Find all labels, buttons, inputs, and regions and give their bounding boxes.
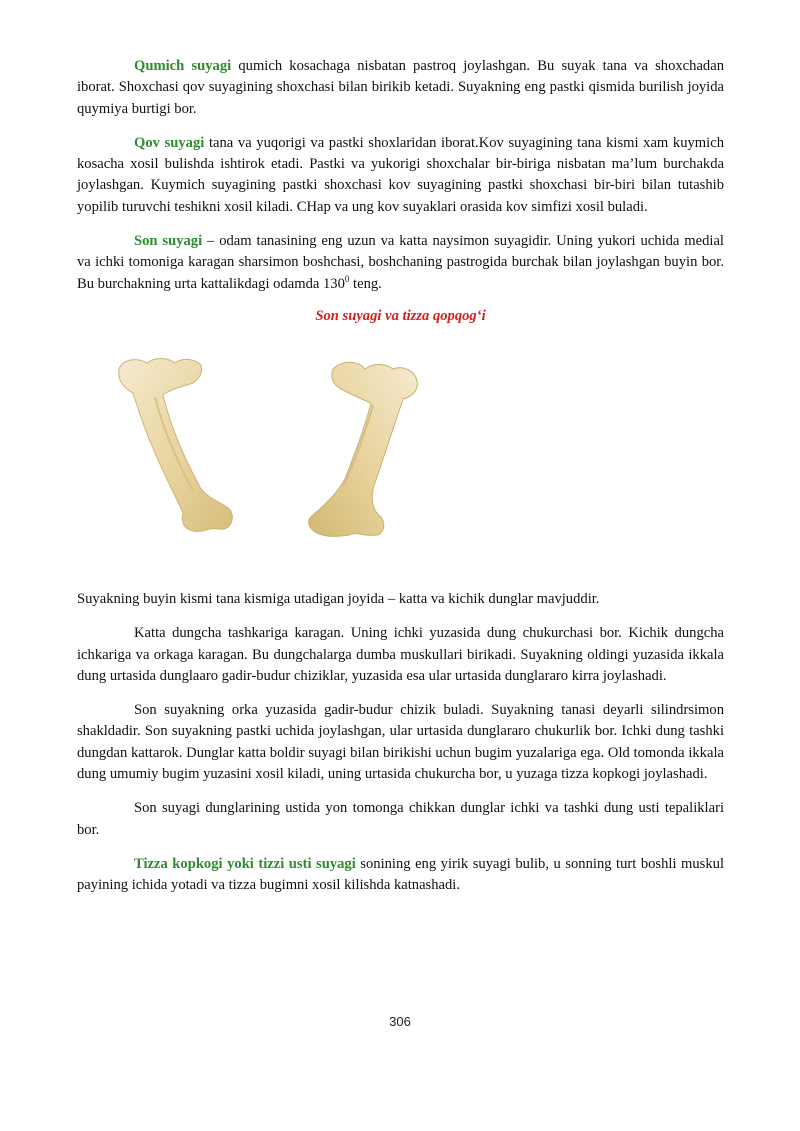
paragraph-katta-dungcha: Katta dungcha tashkariga karagan. Uning ichki yuzasida dung chukurchasi bor. Kichik dungcha ichkariga va orkaga karagan. Bu dungchalarga dumba muskullari birikadi. Suyakning oldingi yuzasida ikkala dung urtasida dunglaaro gadir-budur chiziklar, yuzasida esa ular urtasida dunglararo kirra joylashadi. (77, 625, 724, 684)
paragraph-tizza-kopkogi (77, 854, 724, 897)
term-tizza-kopkogi: Tizza kopkogi yoki tizzi usti suyagi (134, 855, 356, 872)
paragraph-buyin: Suyakning buyin kismi tana kismiga utadigan joyida – katta va kichik dunglar mavjuddir. (77, 590, 600, 607)
page-content (77, 56, 724, 897)
paragraph-text: tana va yuqorigi va pastki shoxlaridan iborat.Kov suyagining tana kismi xam kuymich kosacha xosil bulishda ishtirok etadi. Pastki va yukorigi shoxchalar bir-biriga nisbatan ma’lum burchakda joylashgan. Kuymich suyagining pastki shoxchasi kov suyagining pastki shoxchasi bir-biri bilan tutashib yopilib turuvchi teshikni xosil kiladi. CHap va ung kov suyaklari orasida kov simfizi xosil buladi. (77, 134, 724, 215)
term-qumich-suyagi: Qumich suyagi (134, 58, 232, 74)
paragraph-text: teng. (349, 275, 382, 292)
page-number: 306 (389, 1014, 411, 1029)
term-qov-suyagi: Qov suyagi (134, 134, 205, 151)
paragraph-text: qumich kosachaga nisbatan pastroq joylashgan. Bu suyak tana va shoxchadan iborat. Shoxchasi qov suyagining shoxchasi bilan birikib ketadi. Suyakning eng pastki qismida burilish joyida quymiya burtigi bor. (77, 58, 724, 117)
paragraph-qumich (77, 56, 724, 120)
femur-figure (77, 327, 724, 589)
figure-caption: Son suyagi va tizza qopqog‘i (315, 307, 486, 324)
paragraph-dung-usti: Son suyagi dunglarining ustida yon tomonga chikkan dunglar ichki va tashki dung usti tepaliklari bor. (77, 800, 724, 838)
paragraph-orka-yuzasi: Son suyakning orka yuzasida gadir-budur chizik buladi. Suyakning tanasi deyarli silindrsimon shakldadir. Son suyakning pastki uchida joylashgan, ular urtasida dunglararo chukurlik bor. Ichki dung tashki dungdan kattarok. Dunglar katta boldir suyagi bilan birikishi uchun bugim yuzalariga ega. Old tomonda ikkala dung umumiy bugim yuzasini xosil kiladi, uning urtasida chukurcha bor, u yuzaga tizza kopkogi joylashadi. (77, 702, 724, 783)
term-son-suyagi: Son suyagi (134, 233, 203, 250)
paragraph-qov (77, 133, 724, 218)
degree-superscript: 0 (344, 273, 350, 284)
femur-image-right (303, 353, 423, 543)
femur-image-left (111, 349, 241, 539)
paragraph-text: – odam tanasining eng uzun va katta naysimon suyagidir. Uning yukori uchida medial va ichki tomoniga karagan sharsimon boshchasi, boshchaning pastrogida burchak bilan joylashgan buyin bor. Bu burchakning urta kattalikdagi odamda 130 (77, 233, 724, 292)
paragraph-text: sonining eng yirik suyagi bulib, u sonning turt boshli muskul payining ichida yotadi va tizza bugimni xosil kilishda katnashadi. (77, 855, 725, 894)
paragraph-son (77, 231, 724, 295)
